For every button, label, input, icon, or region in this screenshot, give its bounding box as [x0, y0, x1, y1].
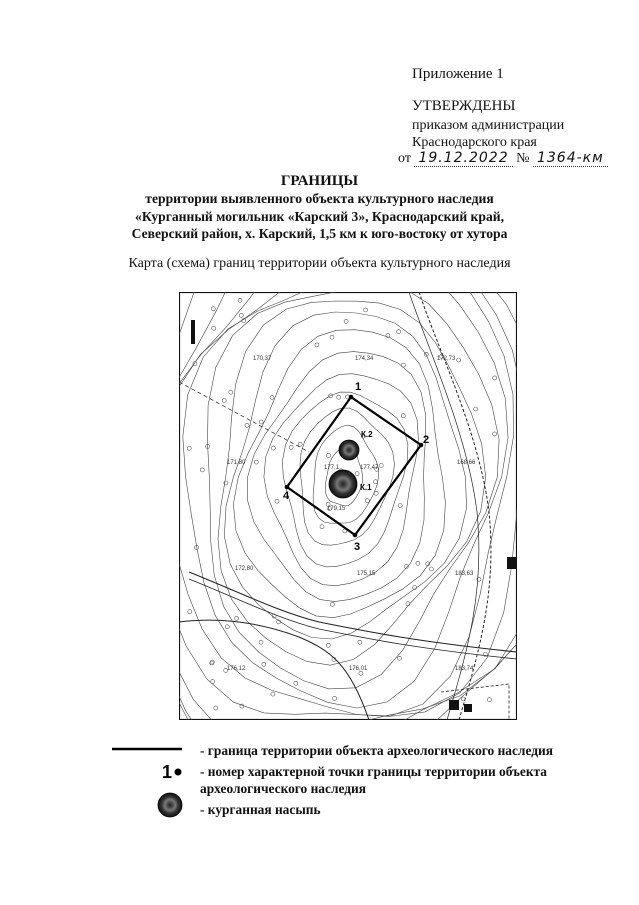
elevation-label: 176,01 — [349, 666, 368, 672]
appendix-label: Приложение 1 — [412, 66, 504, 82]
legend-mound-text: - курганная насыпь — [200, 802, 321, 817]
mound-k1 — [329, 470, 357, 498]
legend-point-dot — [175, 769, 182, 776]
mound-k2 — [339, 440, 359, 460]
elevation-label: 171,80 — [227, 460, 246, 466]
elevation-label: 183,63 — [455, 571, 474, 577]
legend-point-text-2: археологического наследия — [200, 781, 366, 796]
elevation-label: 175,15 — [357, 571, 376, 577]
number-prefix: № — [516, 151, 530, 166]
legend-point-text-1: - номер характерной точки границы территории объекта — [200, 764, 547, 779]
handwritten-number: 1364-км — [533, 150, 608, 167]
legend-boundary-text: - граница территории объекта археологического наследия — [200, 743, 553, 758]
boundary-point-3: 3 — [354, 541, 361, 553]
region-line: Краснодарского края — [412, 135, 537, 150]
subtitle-line-2: «Курганный могильник «Карский 3», Краснодарский край, — [135, 209, 504, 224]
heritage-map — [179, 292, 517, 720]
elevation-label: 176,12 — [227, 666, 246, 672]
map-caption: Карта (схема) границ территории объекта культурного наследия — [128, 256, 511, 271]
elevation-label: 174,34 — [355, 356, 374, 362]
boundary-point-2: 2 — [423, 434, 430, 446]
order-line: приказом администрации — [412, 118, 565, 133]
legend-mound-icon — [158, 793, 182, 817]
date-prefix: от — [398, 151, 411, 166]
document-title: ГРАНИЦЫ — [280, 173, 359, 189]
handwritten-date: 19.12.2022 — [414, 150, 512, 167]
boundary-point-4: 4 — [283, 490, 290, 502]
date-line — [398, 150, 608, 167]
elevation-label: 177,47 — [360, 465, 379, 471]
map-frame — [180, 293, 517, 720]
boundary-point-1-dot — [349, 395, 354, 400]
legend-symbols — [110, 742, 190, 822]
elevation-label: 168,66 — [457, 460, 476, 466]
subtitle-line-1: территории выявленного объекта культурного наследия — [145, 191, 494, 206]
elevation-label: 183,74 — [455, 666, 474, 672]
elevation-label: 172,73 — [437, 356, 456, 362]
elevation-label: 179,15 — [327, 506, 346, 512]
legend-point-number: 1 — [162, 762, 173, 782]
elevation-label: 177,1 — [324, 465, 340, 471]
boundary-point-3-dot — [353, 533, 358, 538]
approved-label: УТВЕРЖДЕНЫ — [412, 98, 516, 114]
mound-k2-label: К.2 — [361, 430, 373, 439]
elevation-label: 170,37 — [253, 356, 272, 362]
mound-k1-label: К.1 — [360, 483, 372, 492]
elevation-label: 172,80 — [235, 566, 254, 572]
subtitle-line-3: Северский район, х. Карский, 1,5 км к юго-востоку от хутора — [131, 226, 508, 241]
boundary-point-4-dot — [285, 485, 290, 490]
boundary-point-1: 1 — [355, 381, 362, 393]
